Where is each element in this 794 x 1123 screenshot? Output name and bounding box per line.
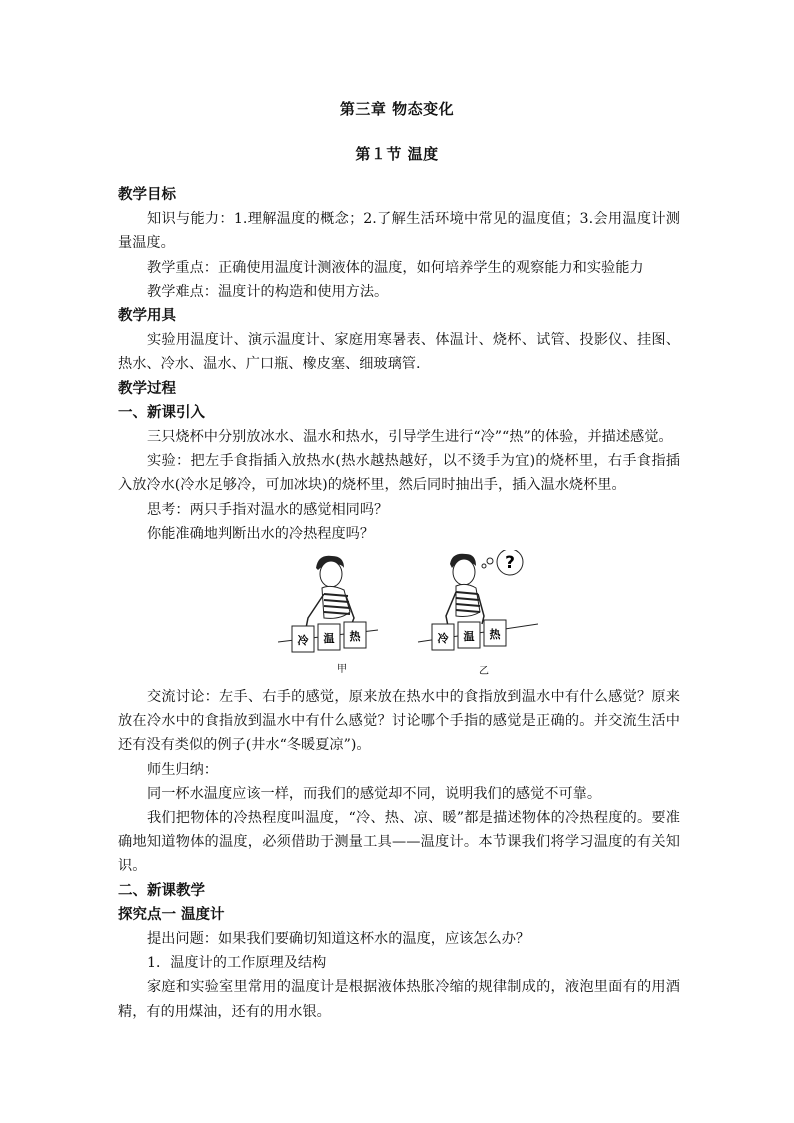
cup-label-warm-left: 温 [323,632,335,646]
intro-paragraph-4: 你能准确地判断出水的冷热程度吗？ [147,525,375,542]
summary-paragraph-1: 同一杯水温度应该一样，而我们的感觉却不同，说明我们的感觉不可靠。 [147,785,602,802]
document-body [118,183,680,1024]
explore-heading: 探究点一 温度计 [118,906,225,923]
new-lesson-heading: 二、新课教学 [118,882,205,899]
discussion-paragraph: 交流讨论：左手、右手的感觉，原来放在热水中的食指放到温水中有什么感觉？原来放在冷水中的食指放到温水中有什么感觉？讨论哪个手指的感觉是正确的。并交流生活中还有没有类似的例子(井水“冬暖夏凉”)。 [118,689,680,754]
goals-difficulty: 教学难点：温度计的构造和使用方法。 [147,283,389,300]
subsection-title: 1．温度计的工作原理及结构 [147,955,327,972]
tools-text: 实验用温度计、演示温度计、家庭用寒暑表、体温计、烧杯、试管、投影仪、挂图、热水、冷水、温水、广口瓶、橡皮塞、细玻璃管. [118,332,680,373]
goals-key-point: 教学重点：正确使用温度计测液体的温度，如何培养学生的观察能力和实验能力 [147,259,644,276]
boy-right [446,554,484,626]
intro-heading: 一、新课引入 [118,404,205,421]
experiment-figure [118,550,680,685]
intro-paragraph-2: 实验：把左手食指插入放热水(热水越热越好，以不烫手为宜)的烧杯里，右手食指插入放冷水(冷水足够冷，可加冰块)的烧杯里，然后同时抽出手，插入温水烧杯里。 [118,453,680,494]
question-paragraph: 提出问题：如果我们要确切知道这杯水的温度，应该怎么办？ [147,931,531,948]
summary-label: 师生归纳： [147,761,218,778]
question-mark: ? [505,553,515,574]
thermometer-paragraph: 家庭和实验室里常用的温度计是根据液体热胀冷缩的规律制成的，液泡里面有的用酒精，有的用煤油，还有的用水银。 [118,979,680,1020]
thought-bubble [482,550,523,575]
intro-paragraph-1: 三只烧杯中分别放冰水、温水和热水，引导学生进行“冷”“热”的体验，并描述感觉。 [147,429,673,446]
boy-left [306,556,354,628]
cups-left [292,622,366,652]
cup-label-warm-right: 温 [463,630,475,644]
cup-label-hot-right: 热 [489,628,501,642]
experiment-illustration [278,550,538,682]
goals-heading: 教学目标 [118,187,176,203]
tools-heading: 教学用具 [118,308,176,325]
section-title: 第１节 温度 [355,145,439,163]
goals-ability: 知识与能力：1.理解温度的概念；2.了解生活环境中常见的温度值；3.会用温度计测量温度。 [118,211,680,252]
summary-paragraph-2: 我们把物体的冷热程度叫温度，“冷、热、凉、暖”都是描述物体的冷热程度的。要准确地知道物体的温度，必须借助于测量工具——温度计。本节课我们将学习温度的有关知识。 [118,810,680,875]
intro-paragraph-3: 思考：两只手指对温水的感觉相同吗？ [147,501,389,518]
cup-label-cold-right: 冷 [437,632,449,646]
chapter-title: 第三章 物态变化 [339,100,455,118]
cups-right [432,620,506,650]
process-heading: 教学过程 [118,380,176,397]
figure-caption-left: 甲 [337,664,347,676]
cup-label-cold-left: 冷 [297,634,309,648]
figure-caption-right: 乙 [479,666,489,678]
cup-label-hot-left: 热 [349,630,361,644]
